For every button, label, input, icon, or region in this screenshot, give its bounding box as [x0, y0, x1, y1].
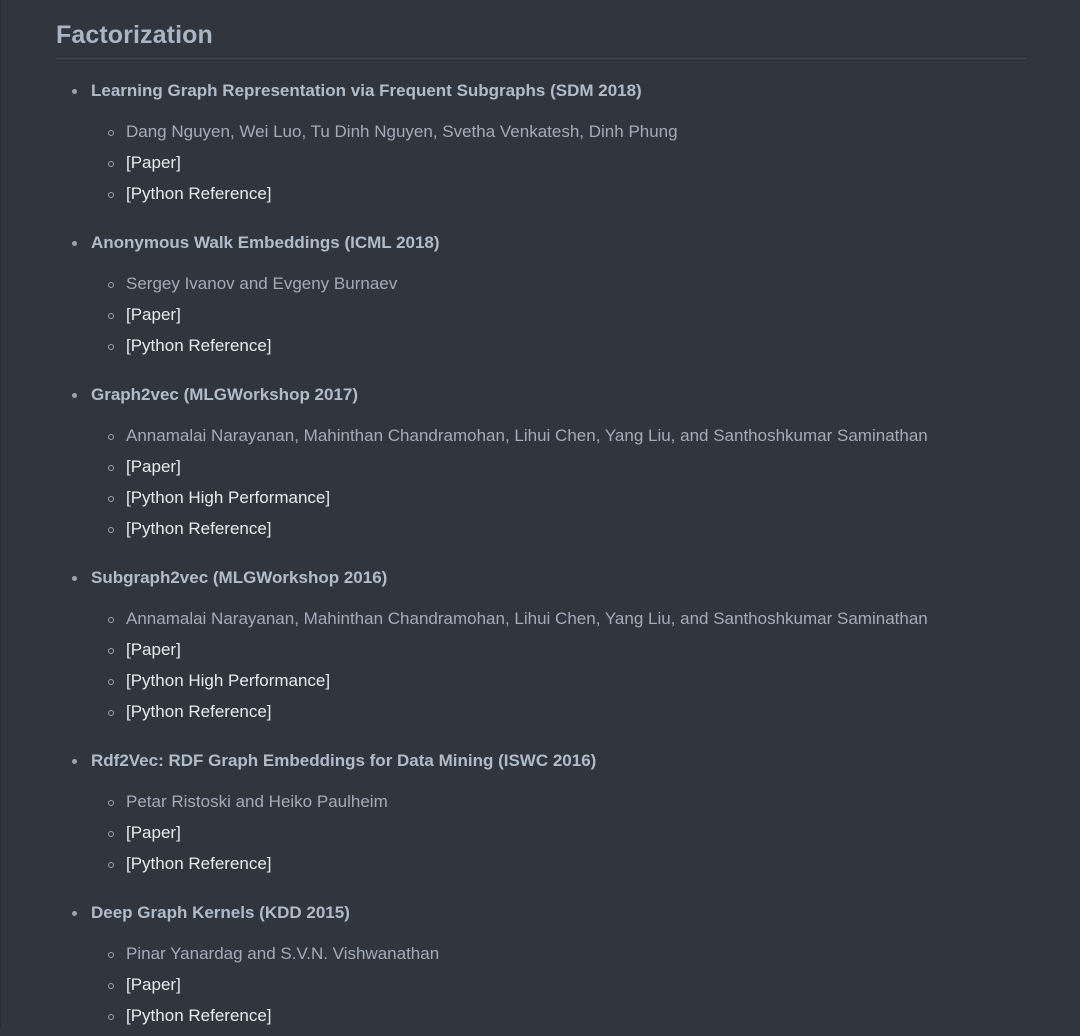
paper-details [56, 104, 1026, 214]
paper-entry [56, 230, 1026, 366]
authors-item [56, 273, 1026, 304]
link-item [56, 518, 1026, 549]
paper-details [56, 256, 1026, 366]
paper-details [56, 408, 1026, 549]
link-item [56, 152, 1026, 183]
circle-bullet-icon [108, 161, 114, 167]
paper-link[interactable]: [Paper] [126, 640, 181, 659]
circle-bullet-icon [108, 710, 114, 716]
bullet-icon [72, 576, 77, 581]
authors-item [56, 121, 1026, 152]
bullet-icon [72, 241, 77, 246]
paper-entry [56, 382, 1026, 549]
circle-bullet-icon [108, 496, 114, 502]
link-item [56, 456, 1026, 487]
paper-link[interactable]: [Paper] [126, 457, 181, 476]
paper-title: Rdf2Vec: RDF Graph Embeddings for Data Mining (ISWC 2016) [91, 751, 597, 770]
paper-link[interactable]: [Paper] [126, 153, 181, 172]
link-item [56, 1005, 1026, 1036]
paper-authors: Annamalai Narayanan, Mahinthan Chandramohan, Lihui Chen, Yang Liu, and Santhoshkumar Saminathan [126, 426, 928, 445]
authors-item [56, 791, 1026, 822]
python-reference-link[interactable]: [Python Reference] [126, 519, 272, 538]
circle-bullet-icon [108, 862, 114, 868]
paper-link[interactable]: [Paper] [126, 305, 181, 324]
python-reference-link[interactable]: [Python Reference] [126, 184, 272, 203]
link-item [56, 670, 1026, 701]
paper-title: Graph2vec (MLGWorkshop 2017) [91, 385, 359, 404]
link-item [56, 487, 1026, 518]
circle-bullet-icon [108, 1014, 114, 1020]
circle-bullet-icon [108, 983, 114, 989]
circle-bullet-icon [108, 192, 114, 198]
authors-item [56, 943, 1026, 974]
section-heading: Factorization [56, 21, 213, 49]
link-item [56, 639, 1026, 670]
circle-bullet-icon [108, 617, 114, 623]
paper-entry [56, 748, 1026, 884]
paper-authors: Annamalai Narayanan, Mahinthan Chandramohan, Lihui Chen, Yang Liu, and Santhoshkumar Saminathan [126, 609, 928, 628]
circle-bullet-icon [108, 434, 114, 440]
circle-bullet-icon [108, 313, 114, 319]
link-item [56, 701, 1026, 732]
python-high-performance-link[interactable]: [Python High Performance] [126, 671, 331, 690]
circle-bullet-icon [108, 679, 114, 685]
circle-bullet-icon [108, 282, 114, 288]
paper-link[interactable]: [Paper] [126, 823, 181, 842]
authors-item [56, 608, 1026, 639]
paper-authors: Sergey Ivanov and Evgeny Burnaev [126, 274, 398, 293]
paper-details [56, 591, 1026, 732]
link-item [56, 974, 1026, 1005]
python-reference-link[interactable]: [Python Reference] [126, 336, 272, 355]
circle-bullet-icon [108, 130, 114, 136]
paper-authors: Dang Nguyen, Wei Luo, Tu Dinh Nguyen, Svetha Venkatesh, Dinh Phung [126, 122, 678, 141]
python-reference-link[interactable]: [Python Reference] [126, 1006, 272, 1025]
circle-bullet-icon [108, 527, 114, 533]
link-item [56, 304, 1026, 335]
paper-authors: Petar Ristoski and Heiko Paulheim [126, 792, 388, 811]
authors-item [56, 425, 1026, 456]
link-item [56, 183, 1026, 214]
python-reference-link[interactable]: [Python Reference] [126, 854, 272, 873]
circle-bullet-icon [108, 952, 114, 958]
bullet-icon [72, 89, 77, 94]
paper-link[interactable]: [Paper] [126, 975, 181, 994]
bullet-icon [72, 759, 77, 764]
paper-title: Anonymous Walk Embeddings (ICML 2018) [91, 233, 440, 252]
paper-entry [56, 900, 1026, 1036]
paper-details [56, 774, 1026, 884]
python-high-performance-link[interactable]: [Python High Performance] [126, 488, 331, 507]
python-reference-link[interactable]: [Python Reference] [126, 702, 272, 721]
circle-bullet-icon [108, 800, 114, 806]
link-item [56, 335, 1026, 366]
link-item [56, 853, 1026, 884]
paper-entry [56, 565, 1026, 732]
paper-title: Subgraph2vec (MLGWorkshop 2016) [91, 568, 388, 587]
paper-title: Learning Graph Representation via Frequent Subgraphs (SDM 2018) [91, 81, 642, 100]
paper-title: Deep Graph Kernels (KDD 2015) [91, 903, 350, 922]
circle-bullet-icon [108, 344, 114, 350]
paper-entry [56, 78, 1026, 214]
circle-bullet-icon [108, 465, 114, 471]
bullet-icon [72, 393, 77, 398]
paper-details [56, 926, 1026, 1036]
paper-authors: Pinar Yanardag and S.V.N. Vishwanathan [126, 944, 440, 963]
paper-list [56, 59, 1026, 1036]
bullet-icon [72, 911, 77, 916]
circle-bullet-icon [108, 831, 114, 837]
circle-bullet-icon [108, 648, 114, 654]
link-item [56, 822, 1026, 853]
